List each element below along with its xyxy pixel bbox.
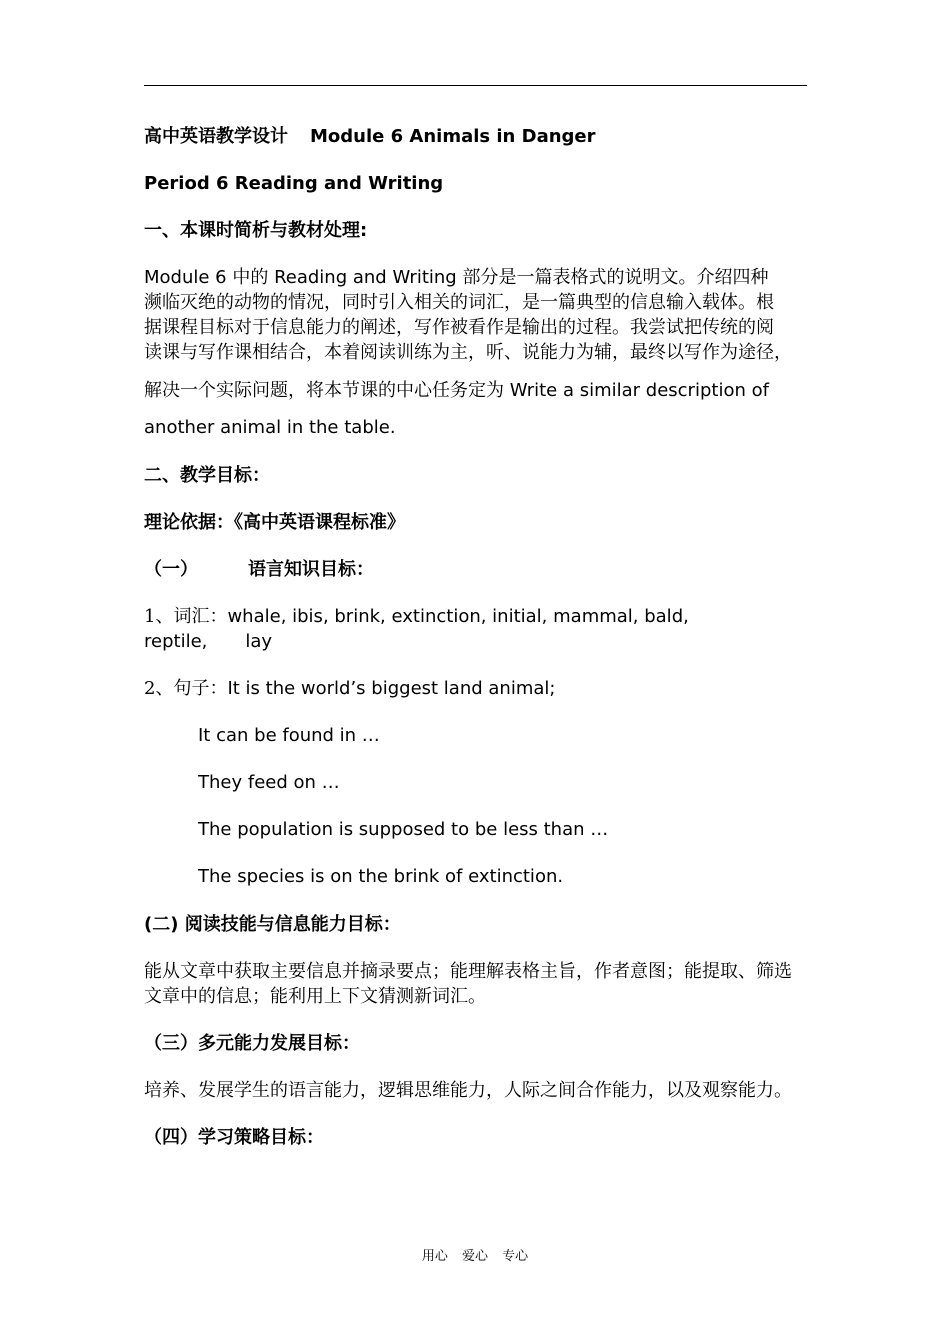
sentence-item-1: It can be found in … [198,725,380,746]
period-heading: Period 6 Reading and Writing [144,173,444,194]
sub3-heading: （三）多元能力发展目标： [144,1033,360,1054]
sentence-item-4: The species is on the brink of extinction. [198,866,564,887]
section2-heading: 二、教学目标： [144,465,270,486]
page-footer [0,1248,950,1266]
footer-item-1: 用心 [421,1249,448,1264]
sub2-heading [144,913,807,937]
section1-para-line-6: another animal in the table. [144,417,396,438]
section1-para-line-3: 据课程目标对于信息能力的阐述，写作被看作是输出的过程。我尝试把传统的阅 [144,317,774,338]
sentence-item-3: The population is supposed to be less than … [198,819,609,840]
title-cn: 高中英语教学设计 [144,126,288,147]
vocab-line-2 [144,630,807,654]
footer-item-3: 专心 [502,1249,529,1264]
vocab-word-reptile: reptile, [144,631,208,652]
vocab-label: 1、词汇： [144,606,228,627]
sub2-para-line-2: 文章中的信息；能利用上下文猜测新词汇。 [144,986,486,1007]
document-title [144,125,807,149]
footer-item-2: 爱心 [461,1249,488,1264]
theory-basis: 理论依据：《高中英语课程标准》 [144,512,405,533]
sub1-number: （一） [144,559,198,580]
vocab-line-1 [144,605,807,629]
title-en: Module 6 Animals in Danger [310,126,596,147]
sub1-heading [144,558,807,582]
sentence-line-1 [144,677,807,701]
vocab-words-1: whale, ibis, brink, extinction, initial, mammal, bald, [227,606,689,627]
section1-para-line-1: Module 6 中的 Reading and Writing 部分是一篇表格式的说明文。介绍四种 [144,267,769,288]
section1-para-line-5: 解决一个实际问题，将本节课的中心任务定为 Write a similar description of [144,380,769,401]
sub2-number: (二) [144,914,179,935]
sub3-paragraph: 培养、发展学生的语言能力，逻辑思维能力，人际之间合作能力，以及观察能力。 [144,1080,792,1101]
section1-heading: 一、本课时简析与教材处理: [144,220,368,241]
section1-para-line-2: 濒临灭绝的动物的情况，同时引入相关的词汇，是一篇典型的信息输入载体。根 [144,292,774,313]
sub2-title: 阅读技能与信息能力目标： [184,914,401,935]
sentence-item-2: They feed on … [198,772,340,793]
vocab-word-lay: lay [245,631,273,652]
sentence-first: It is the world’s biggest land animal; [227,678,556,699]
sub1-title: 语言知识目标： [248,559,374,580]
header-rule [144,85,807,86]
sentence-label: 2、句子： [144,678,228,699]
sub2-para-line-1: 能从文章中获取主要信息并摘录要点；能理解表格主旨，作者意图；能提取、筛选 [144,961,792,982]
section1-para-line-4: 读课与写作课相结合，本着阅读训练为主，听、说能力为辅，最终以写作为途径， [144,342,792,363]
sub4-heading: （四）学习策略目标： [144,1127,324,1148]
